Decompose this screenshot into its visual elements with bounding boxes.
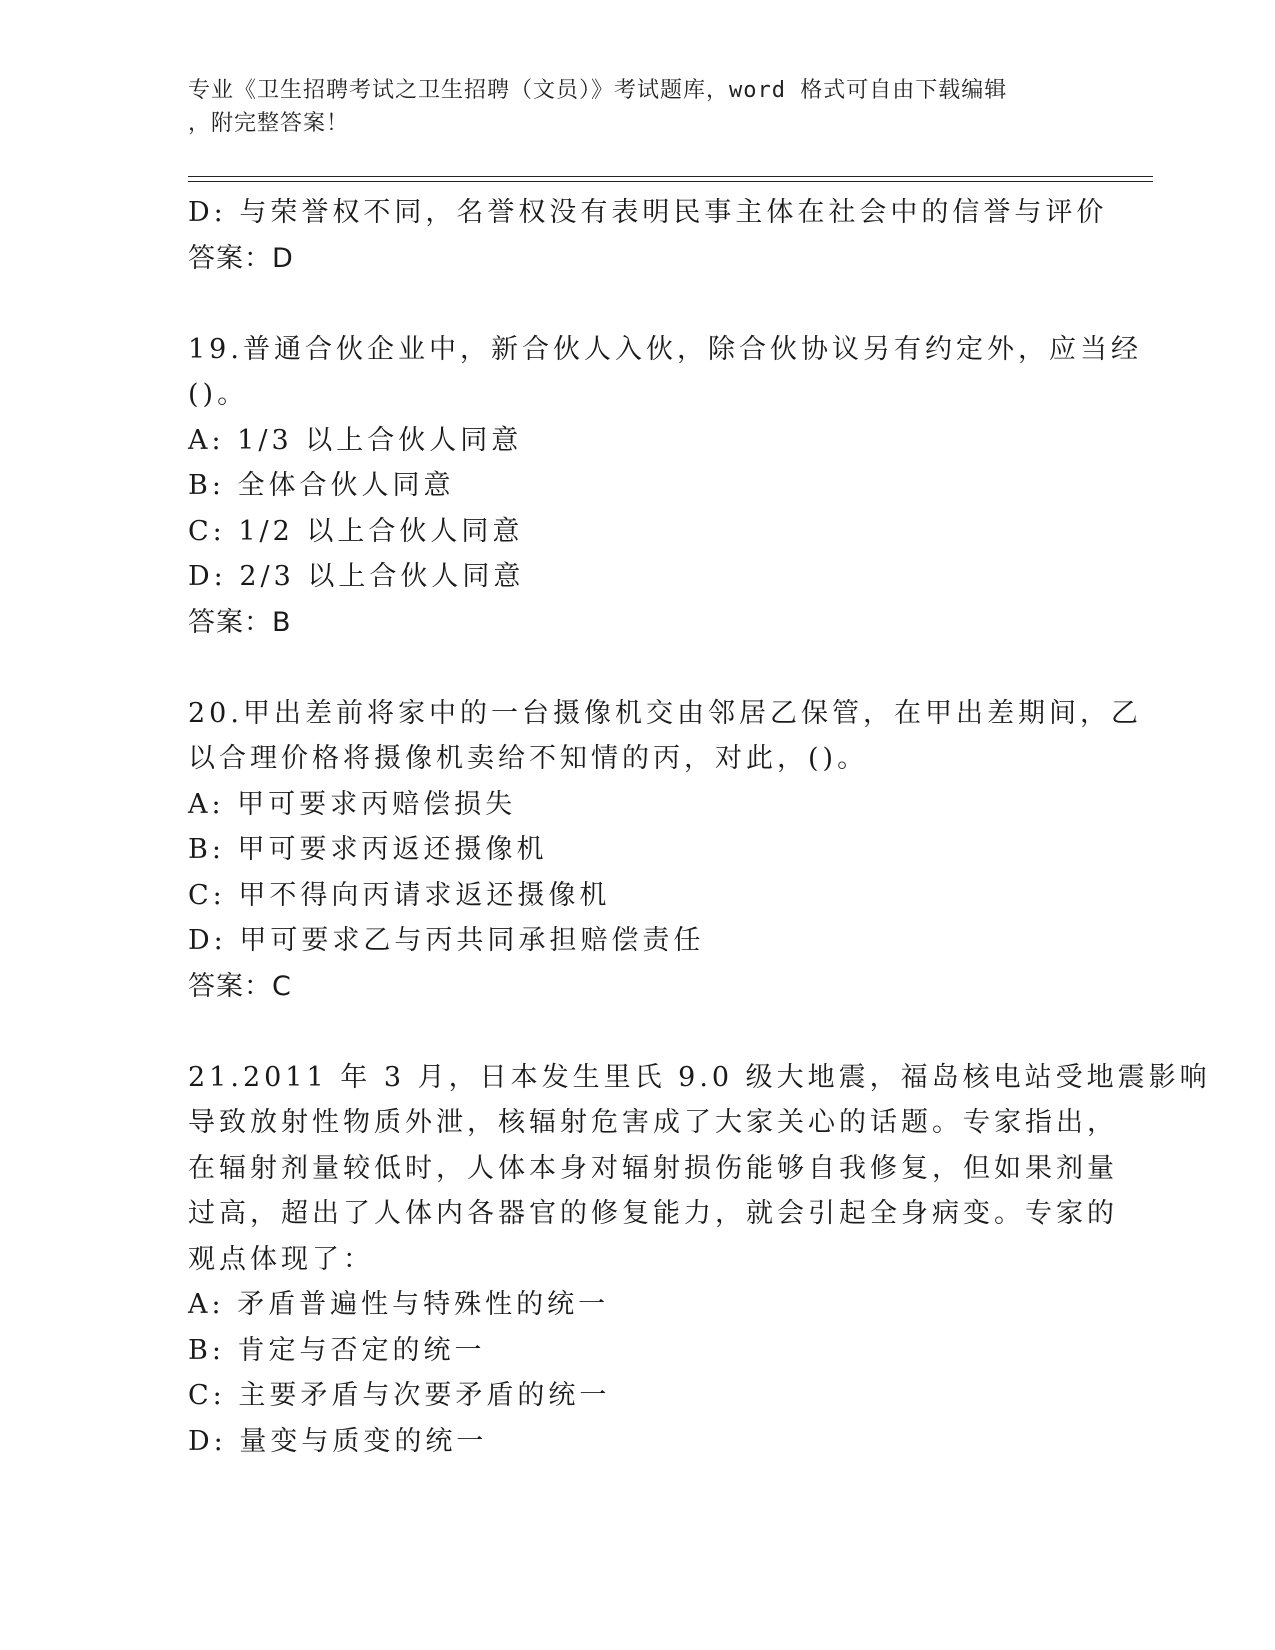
question-stem: 19.普通合伙企业中，新合伙人入伙，除合伙协议另有约定外，应当经: [188, 333, 1142, 365]
question-stem: 导致放射性物质外泄，核辐射危害成了大家关心的话题。专家指出，: [188, 1107, 1118, 1138]
header-line-2: ，附完整答案！: [188, 111, 350, 136]
option-a: A: 矛盾普遍性与特殊性的统一: [188, 1289, 610, 1320]
question-stem: 21.2011 年 3 月，日本发生里氏 9.0 级大地震，福岛核电站受地震影响: [188, 1061, 1211, 1093]
header-rule-bottom: [188, 181, 1153, 182]
question-stem: 过高，超出了人体内各器官的修复能力，就会引起全身病变。专家的: [188, 1198, 1118, 1229]
question-stem: 20.甲出差前将家中的一台摄像机交由邻居乙保管，在甲出差期间，乙: [188, 697, 1142, 729]
header-rule-top: [188, 176, 1153, 177]
option-c: C: 1/2 以上合伙人同意: [188, 515, 524, 547]
question-prev: [188, 190, 1108, 281]
spacer: [188, 1009, 1088, 1055]
answer-line: 答案：B: [188, 606, 292, 638]
option-d: D: 量变与质变的统一: [188, 1425, 488, 1457]
spacer: [188, 645, 1088, 691]
question-stem: ()。: [188, 379, 249, 410]
option-a: A: 1/3 以上合伙人同意: [188, 424, 523, 456]
option-b: B: 全体合伙人同意: [188, 470, 455, 501]
option-c: C: 主要矛盾与次要矛盾的统一: [188, 1380, 611, 1411]
document-header: [188, 74, 1068, 140]
header-line-1: 专业《卫生招聘考试之卫生招聘（文员）》考试题库，word 格式可自由下载编辑: [188, 78, 1008, 103]
option-c: C: 甲不得向丙请求返还摄像机: [188, 879, 611, 911]
option-d: D: 甲可要求乙与丙共同承担赔偿责任: [188, 925, 705, 956]
option-b: B: 甲可要求丙返还摄像机: [188, 834, 548, 865]
question-stem: 在辐射剂量较低时，人体本身对辐射损伤能够自我修复，但如果剂量: [188, 1152, 1118, 1184]
question-20: [188, 691, 1142, 1010]
question-list: [188, 190, 1211, 1464]
option-b: B: 肯定与否定的统一: [188, 1334, 486, 1366]
question-19: [188, 327, 1142, 646]
question-stem: 观点体现了：: [188, 1243, 374, 1275]
question-stem: 以合理价格将摄像机卖给不知情的丙，对此，()。: [188, 743, 869, 774]
answer-line: 答案：C: [188, 970, 292, 1002]
option-d: D: 2/3 以上合伙人同意: [188, 561, 525, 592]
option-d: D: 与荣誉权不同，名誉权没有表明民事主体在社会中的信誉与评价: [188, 197, 1108, 228]
spacer: [188, 281, 1088, 327]
question-21: [188, 1055, 1211, 1465]
answer-line: 答案：D: [188, 242, 294, 274]
option-a: A: 甲可要求丙赔偿损失: [188, 788, 517, 820]
